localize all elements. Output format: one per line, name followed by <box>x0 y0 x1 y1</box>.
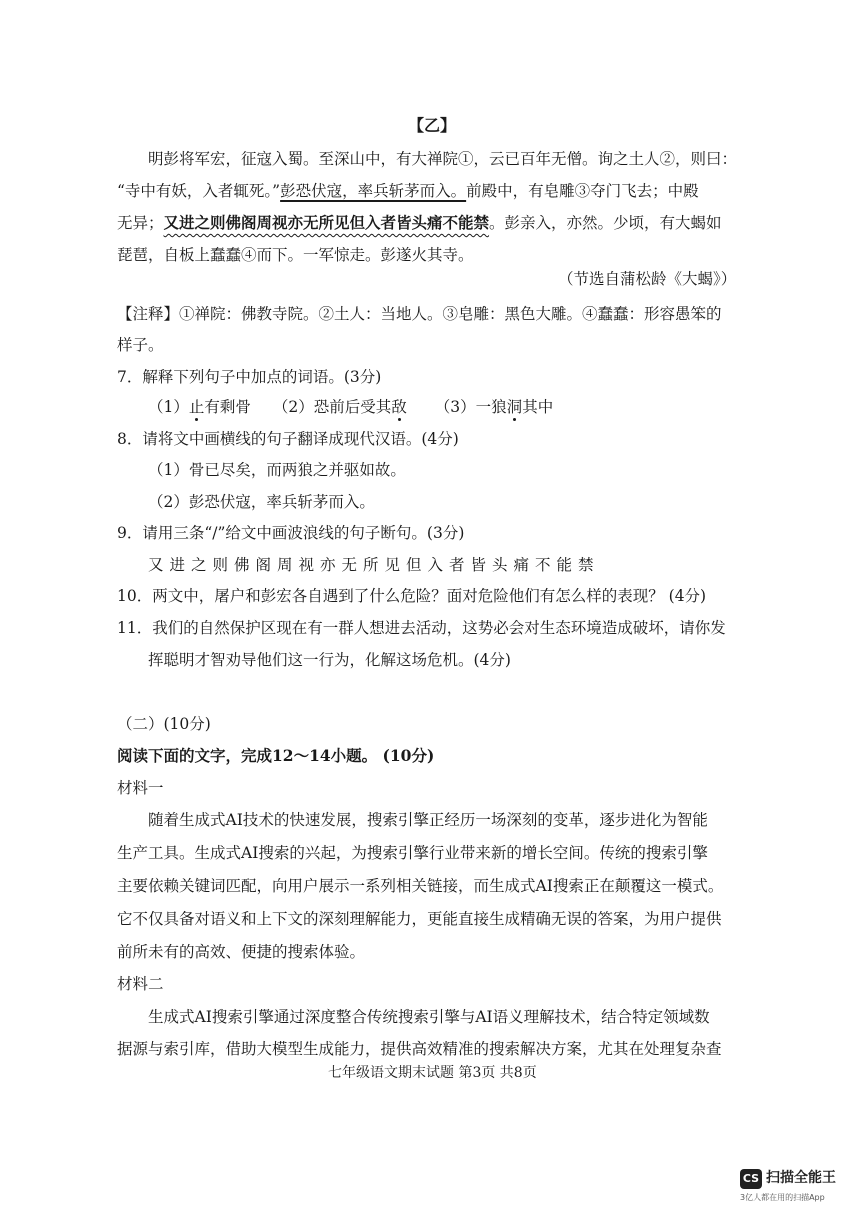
material-2-label: 材料二 <box>117 975 164 993</box>
underlined-sentence: 彭恐伏寇，率兵斩茅而入。 <box>280 182 467 200</box>
question-8-item-2: （2）彭恐伏寇，率兵斩茅而入。 <box>148 493 375 511</box>
material-1-line-5: 前所未有的高效、便捷的搜索体验。 <box>117 943 366 961</box>
question-7-items <box>148 396 553 418</box>
material-1-label: 材料一 <box>117 779 164 797</box>
q7-item3-prefix: （3）一狼 <box>434 398 507 416</box>
notes-line-2: 样子。 <box>117 336 164 354</box>
dotted-word: 敌 <box>391 398 407 416</box>
camscanner-watermark <box>740 1167 850 1207</box>
camscanner-tagline: 3亿人都在用的扫描App <box>740 1193 825 1202</box>
material-1-line-3: 主要依赖关键词匹配，向用户展示一系列相关链接，而生成式AI搜索正在颠覆这一模式。 <box>117 877 724 895</box>
q7-item3-rest: 其中 <box>522 398 554 416</box>
dotted-word: 洞 <box>506 398 523 416</box>
passage-line-2 <box>117 180 699 202</box>
passage-line-1: 明彭将军宏，征寇入蜀。至深山中，有大禅院①，云已百年无僧。询之土人②，则曰： <box>148 150 738 168</box>
part-2-instruction: 阅读下面的文字，完成12～14小题。 (10分) <box>117 746 435 765</box>
question-9-stem: 9．请用三条“/”给文中画波浪线的句子断句。(3分) <box>117 524 465 542</box>
passage-line-3-start: 无异； <box>117 214 164 232</box>
camscanner-name: 扫描全能王 <box>766 1170 836 1186</box>
wavy-underlined-sentence: 又进之则佛阁周视亦无所见但入者皆头痛不能禁 <box>163 213 490 232</box>
page-footer: 七年级语文期末试题 第3页 共8页 <box>328 1065 537 1081</box>
notes-line-1: 【注释】①禅院：佛教寺院。②土人：当地人。③皂雕：黑色大雕。④蠢蠢：形容愚笨的 <box>117 305 722 323</box>
passage-source: （节选自蒲松龄《大蝎》） <box>558 270 737 288</box>
question-10-stem: 10．两文中，屠户和彭宏各自遇到了什么危险？面对危险他们有怎么样的表现？ (4分) <box>117 587 707 605</box>
passage-line-3 <box>117 212 722 234</box>
question-8-item-1: （1）骨已尽矣，而两狼之并驱如故。 <box>148 461 406 479</box>
material-1-line-4: 它不仅具备对语义和上下文的深刻理解能力，更能直接生成精确无误的答案，为用户提供 <box>117 910 722 928</box>
passage-line-4: 琵琶，自板上蠢蠢④而下。一军惊走。彭遂火其寺。 <box>117 246 474 264</box>
camscanner-logo-icon: CS <box>740 1169 762 1189</box>
passage-quote: “寺中有妖，入者辄死。” <box>117 182 281 200</box>
q7-item1-prefix: （1） <box>148 398 189 416</box>
part-2-heading: （二）(10分) <box>117 715 211 733</box>
passage-line-2-rest: 前殿中，有皂雕③夺门飞去；中殿 <box>466 182 699 200</box>
question-7-stem: 7．解释下列句子中加点的词语。(3分) <box>117 368 382 386</box>
dotted-word: 止 <box>188 398 205 416</box>
material-2-line-2: 据源与索引库，借助大模型生成能力，提供高效精准的搜索解决方案，尤其在处理复杂查 <box>117 1040 722 1058</box>
section-title: 【乙】 <box>408 116 457 135</box>
question-8-stem: 8．请将文中画横线的句子翻译成现代汉语。(4分) <box>117 430 459 448</box>
question-9-sentence: 又进之则佛阁周视亦无所见但入者皆头痛不能禁 <box>148 556 600 574</box>
material-1-line-2: 生产工具。生成式AI搜索的兴起，为搜索引擎行业带来新的增长空间。传统的搜索引擎 <box>117 844 708 862</box>
question-11-line-1: 11．我们的自然保护区现在有一群人想进去活动，这势必会对生态环境造成破坏，请你发 <box>117 619 726 637</box>
q7-item1-rest: 有剩骨 <box>204 398 251 416</box>
passage-line-3-rest: 。彭亲入，亦然。少顷，有大蝎如 <box>489 214 722 232</box>
material-2-line-1: 生成式AI搜索引擎通过深度整合传统搜索引擎与AI语义理解技术，结合特定领域数 <box>148 1008 710 1026</box>
question-11-line-2: 挥聪明才智劝导他们这一行为，化解这场危机。(4分) <box>148 651 511 669</box>
q7-item2-prefix: （2）恐前后受其 <box>272 398 392 416</box>
material-1-line-1: 随着生成式AI技术的快速发展，搜索引擎正经历一场深刻的变革，逐步进化为智能 <box>148 811 708 829</box>
